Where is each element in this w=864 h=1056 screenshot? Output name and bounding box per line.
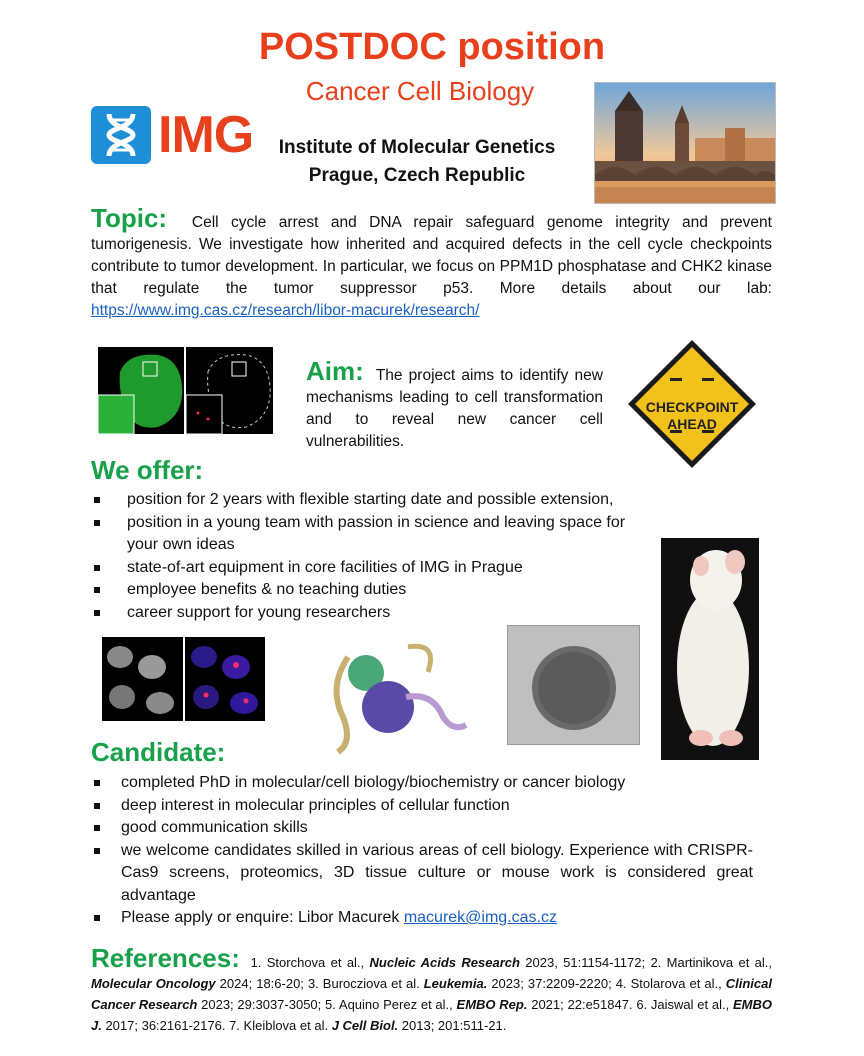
- cell-nuclei-microscopy-image: [102, 637, 265, 721]
- protein-structure-image: [318, 637, 470, 755]
- reference-item: 4. Stolarova et al., Clinical Cancer Research 2023; 29:3037-3050;: [91, 976, 772, 1012]
- prague-bridge-photo: [594, 82, 776, 204]
- offer-list: [91, 489, 659, 624]
- references-heading: References:: [91, 943, 240, 973]
- reference-item: 3. Burocziova et al. Leukemia. 2023; 37:2209-2220;: [307, 976, 616, 991]
- candidate-list: [91, 772, 753, 930]
- reference-item: 7. Kleiblova et al. J Cell Biol. 2013; 201:511-21.: [229, 1018, 507, 1033]
- topic-section: [91, 203, 772, 322]
- list-item: career support for young researchers: [91, 602, 659, 625]
- page-subtitle: Cancer Cell Biology: [305, 76, 535, 106]
- list-item: completed PhD in molecular/cell biology/biochemistry or cancer biology: [91, 772, 753, 795]
- sign-line2: AHEAD: [667, 416, 717, 432]
- reference-item: 2. Martinikova et al., Molecular Oncology 2024; 18:6-20;: [91, 955, 772, 991]
- spheroid-micrograph-image: [507, 625, 640, 745]
- aim-heading: Aim:: [306, 356, 364, 386]
- checkpoint-ahead-sign-icon: [626, 338, 758, 470]
- list-item-apply: [91, 907, 753, 930]
- apply-text: Please apply or enquire: Libor Macurek: [121, 909, 400, 926]
- offer-heading: We offer:: [91, 455, 204, 485]
- institute-block: [252, 134, 582, 190]
- list-item: state-of-art equipment in core facilities of IMG in Prague: [91, 557, 659, 580]
- reference-item: 5. Aquino Perez et al., EMBO Rep. 2021; 22:e51847.: [325, 997, 637, 1012]
- reference-item: 6. Jaiswal et al., EMBO J. 2017; 36:2161-2176.: [91, 997, 772, 1033]
- list-item: we welcome candidates skilled in various areas of cell biology. Experience with CRISPR-Cas9 screens, proteomics, 3D tissue culture or mouse work is considered great advantage: [91, 840, 753, 908]
- dna-logo-icon: [91, 106, 151, 164]
- institute-name: Institute of Molecular Genetics: [278, 137, 556, 158]
- logo-text: IMG: [158, 106, 254, 164]
- list-item: position in a young team with passion in science and leaving space for your own ideas: [91, 512, 659, 557]
- list-item: employee benefits & no teaching duties: [91, 579, 659, 602]
- reference-item: 1. Storchova et al., Nucleic Acids Research 2023, 51:1154-1172;: [250, 955, 651, 970]
- page-title: POSTDOC position: [258, 26, 606, 68]
- aim-text: The project aims to identify new mechanisms leading to cell transformation and to reveal new cancer cell vulnerabilities.: [306, 367, 603, 450]
- references-section: [91, 943, 772, 1036]
- sign-line1: CHECKPOINT: [645, 399, 739, 415]
- nucleus-microscopy-image: [98, 347, 273, 434]
- list-item: position for 2 years with flexible starting date and possible extension,: [91, 489, 659, 512]
- list-item: good communication skills: [91, 817, 753, 840]
- white-mouse-photo: [661, 538, 759, 760]
- list-item: deep interest in molecular principles of cellular function: [91, 795, 753, 818]
- topic-heading: Topic:: [91, 203, 168, 233]
- aim-section: [306, 356, 603, 453]
- candidate-heading: Candidate:: [91, 737, 226, 767]
- institute-location: Prague, Czech Republic: [308, 165, 526, 186]
- topic-text: Cell cycle arrest and DNA repair safeguard genome integrity and prevent tumorigenesis. We investigate how inherited and acquired defects in the cell cycle checkpoints contribute to tumor development. In particular, we focus on PPM1D phosphatase and CHK2 kinase that regulate the tumor suppressor p53. More details about our lab:: [91, 214, 772, 297]
- email-link[interactable]: macurek@img.cas.cz: [403, 909, 557, 926]
- lab-link[interactable]: https://www.img.cas.cz/research/libor-macurek/research/: [91, 302, 480, 319]
